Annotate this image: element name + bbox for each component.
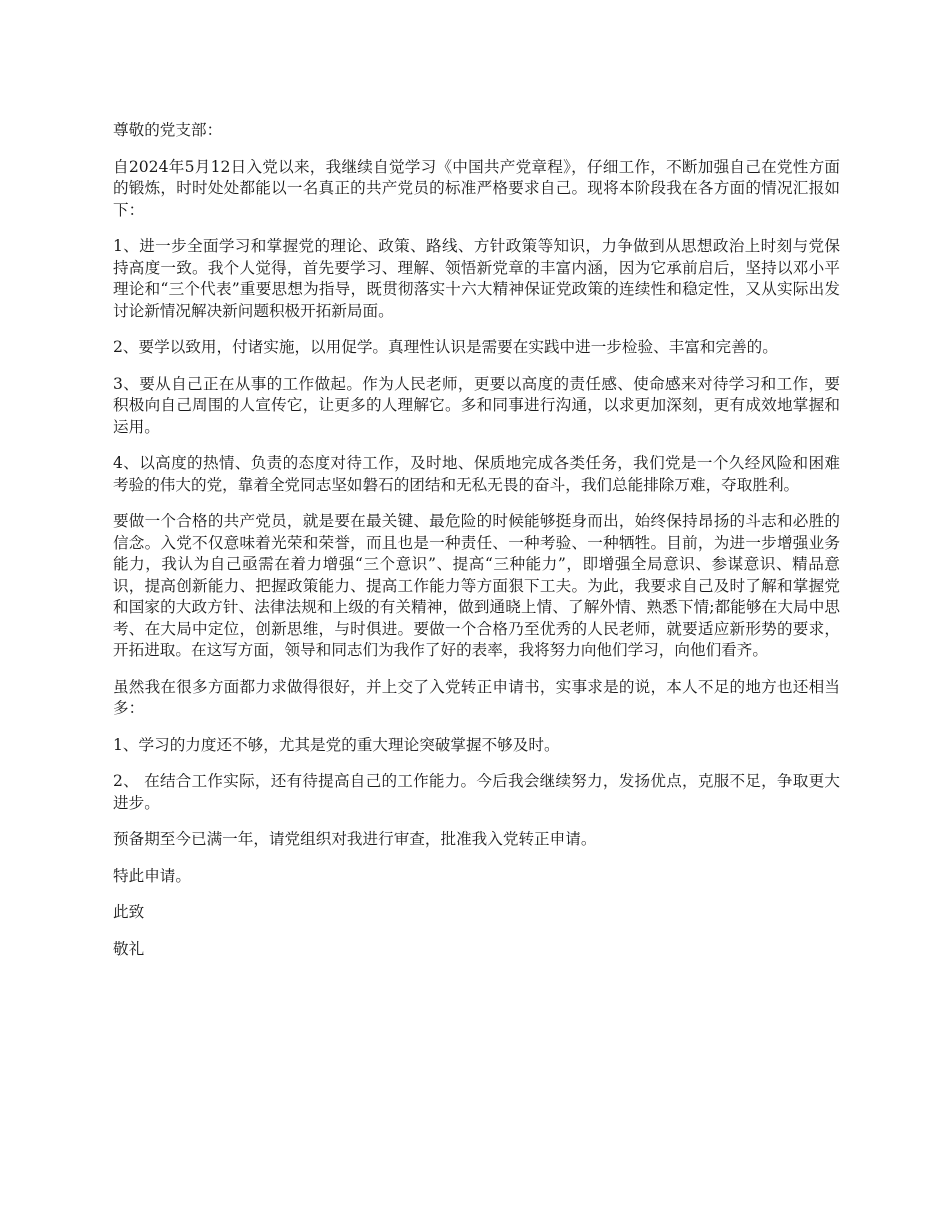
paragraph-qualified-member: 要做一个合格的共产党员，就是要在最关键、最危险的时候能够挺身而出，始终保持昂扬的斗志和必胜的信念。入党不仅意味着光荣和荣誉，而且也是一种责任、一种考验、一种牺牲。目前，为进一步增强业务能力，我认为自己亟需在着力增强“三个意识”、提高“三种能力”，即增强全局意识、参谋意识、精品意识，提高创新能力、把握政策能力、提高工作能力等方面狠下工夫。为此，我要求自己及时了解和掌握党和国家的大政方针、法律法规和上级的有关精神，做到通晓上情、了解外情、熟悉下情;都能够在大局中思考、在大局中定位，创新思维，与时俱进。要做一个合格乃至优秀的人民老师，就要适应新形势的要求，开拓进取。在这写方面，领导和同志们为我作了好的表率，我将努力向他们学习，向他们看齐。 xyxy=(113,512,840,659)
paragraph-point-3: 3、要从自己正在从事的工作做起。作为人民老师，更要以高度的责任感、使命感来对待学习和工作，要积极向自己周围的人宣传它，让更多的人理解它。多和同事进行沟通，以求更加深刻，更有成效地掌握和运用。 xyxy=(113,374,840,436)
closing-cizhi: 此致 xyxy=(113,903,145,921)
salutation: 尊敬的党支部： xyxy=(113,121,223,139)
paragraph-shortcoming-1: 1、学习的力度还不够，尤其是党的重大理论突破掌握不够及时。 xyxy=(113,735,560,754)
paragraph-intro: 自2024年5月12日入党以来，我继续自觉学习《中国共产党章程》，仔细工作，不断加强自己在党性方面的锻炼，时时处处都能以一名真正的共产党员的标准严格要求自己。现将本阶段我在各方面的情况汇报如下： xyxy=(113,157,840,219)
closing-jingli: 敬礼 xyxy=(113,939,145,958)
paragraph-point-4: 4、以高度的热情、负责的态度对待工作，及时地、保质地完成各类任务，我们党是一个久经风险和困难考验的伟大的党，靠着全党同志坚如磐石的团结和无私无畏的奋斗，我们总能排除万难，夺取胜利。 xyxy=(113,454,840,494)
paragraph-request: 预备期至今已满一年，请党组织对我进行审查，批准我入党转正申请。 xyxy=(113,830,597,848)
paragraph-point-2: 2、要学以致用，付诸实施，以用促学。真理性认识是需要在实践中进一步检验、丰富和完善的。 xyxy=(113,338,778,356)
paragraph-point-1: 1、进一步全面学习和掌握党的理论、政策、路线、方针政策等知识，力争做到从思想政治上时刻与党保持高度一致。我个人觉得，首先要学习、理解、领悟新党章的丰富内涵，因为它承前启后，坚持以邓小平理论和“三个代表”重要思想为指导，既贯彻落实十六大精神保证党政策的连续性和稳定性，又从实际出发讨论新情况解决新问题积极开拓新局面。 xyxy=(113,237,840,320)
paragraph-shortcoming-2: 2、 在结合工作实际，还有待提高自己的工作能力。今后我会继续努力，发扬优点，克服不足，争取更大进步。 xyxy=(113,772,840,812)
letter-body xyxy=(113,120,840,975)
paragraph-shortcomings-intro: 虽然我在很多方面都力求做得很好，并上交了入党转正申请书，实事求是的说，本人不足的地方也还相当多： xyxy=(113,677,840,717)
paragraph-special-request: 特此申请。 xyxy=(113,866,191,885)
